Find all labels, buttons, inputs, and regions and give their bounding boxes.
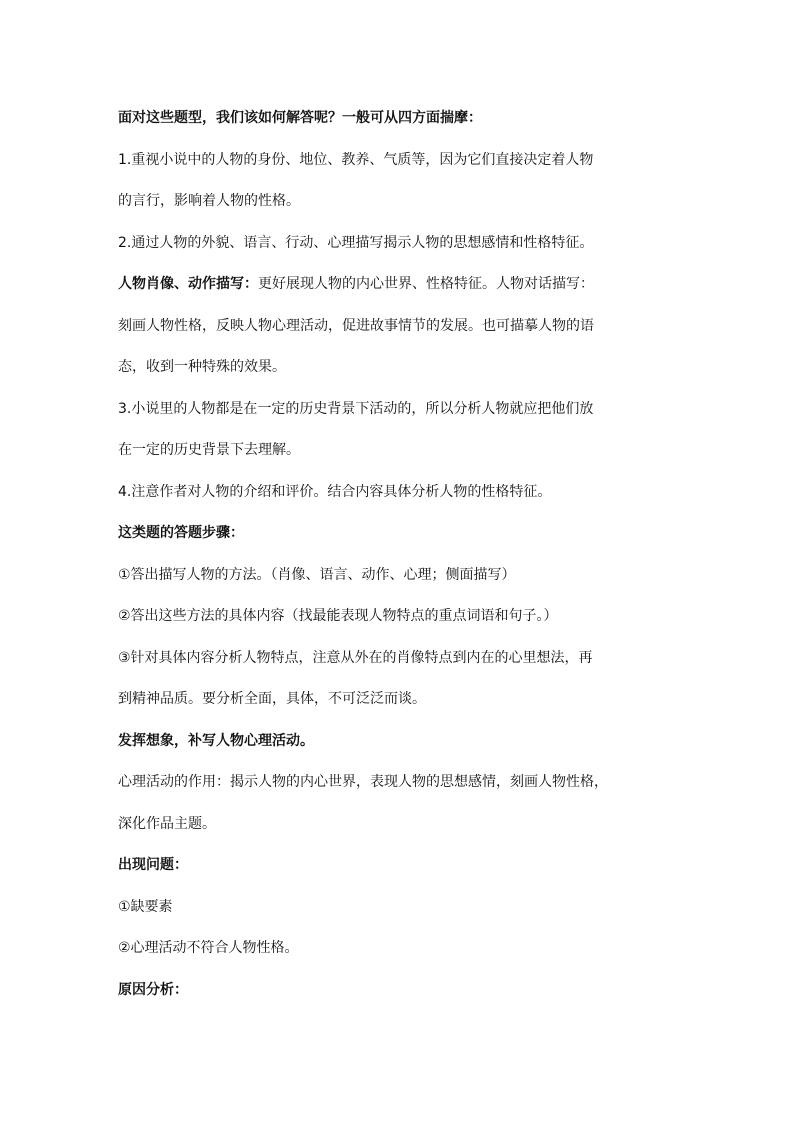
paragraph-line: 2.通过人物的外貌、语言、行动、心理描写揭示人物的思想感情和性格特征。 (118, 234, 594, 251)
paragraph-line: 在一定的历史背景下去理解。 (118, 442, 300, 458)
paragraph-line: 心理活动的作用：揭示人物的内心世界，表现人物的思想感情，刻画人物性格， (118, 774, 608, 790)
paragraph-line: 1.重视小说中的人物的身份、地位、教养、气质等，因为它们直接决定着人物 (118, 151, 594, 168)
section-heading-steps: 这类题的答题步骤： (118, 525, 244, 541)
paragraph-line: 4.注意作者对人物的介绍和评价。结合内容具体分析人物的性格特征。 (118, 483, 552, 500)
step-item: ②答出这些方法的具体内容（找最能表现人物特点的重点词语和句子。） (118, 608, 558, 624)
document-body (118, 104, 698, 1017)
paragraph-line: 的言行，影响着人物的性格。 (118, 193, 300, 209)
paragraph-line: 到精神品质。要分析全面，具体，不可泛泛而谈。 (118, 691, 426, 707)
section-heading-causes: 原因分析： (118, 981, 188, 998)
section-heading-problems: 出现问题： (118, 857, 188, 873)
problem-item: ①缺要素 (118, 898, 173, 915)
step-item: ①答出描写人物的方法。（肖像、语言、动作、心理；侧面描写） (118, 566, 516, 583)
paragraph-line-mixed (118, 270, 698, 312)
problem-item: ②心理活动不符合人物性格。 (118, 940, 299, 956)
step-item: ③针对具体内容分析人物特点，注意从外在的肖像特点到内在的心里想法，再 (118, 649, 593, 666)
paragraph-line: 深化作品主题。 (118, 815, 216, 832)
paragraph-line: 3.小说里的人物都是在一定的历史背景下活动的，所以分析人物就应把他们放 (118, 400, 594, 417)
inline-text: 更好展现人物的内心世界、性格特征。人物对话描写： (258, 276, 594, 292)
inline-bold-label: 人物肖像、动作描写： (118, 276, 258, 292)
paragraph-line: 刻画人物性格，反映人物心理活动，促进故事情节的发展。也可描摹人物的语 (118, 317, 594, 334)
section-heading-approach: 面对这些题型，我们该如何解答呢？一般可从四方面揣摩： (118, 110, 482, 126)
paragraph-line: 态，收到一种特殊的效果。 (118, 359, 286, 375)
section-heading-imagination: 发挥想象，补写人物心理活动。 (118, 732, 314, 749)
